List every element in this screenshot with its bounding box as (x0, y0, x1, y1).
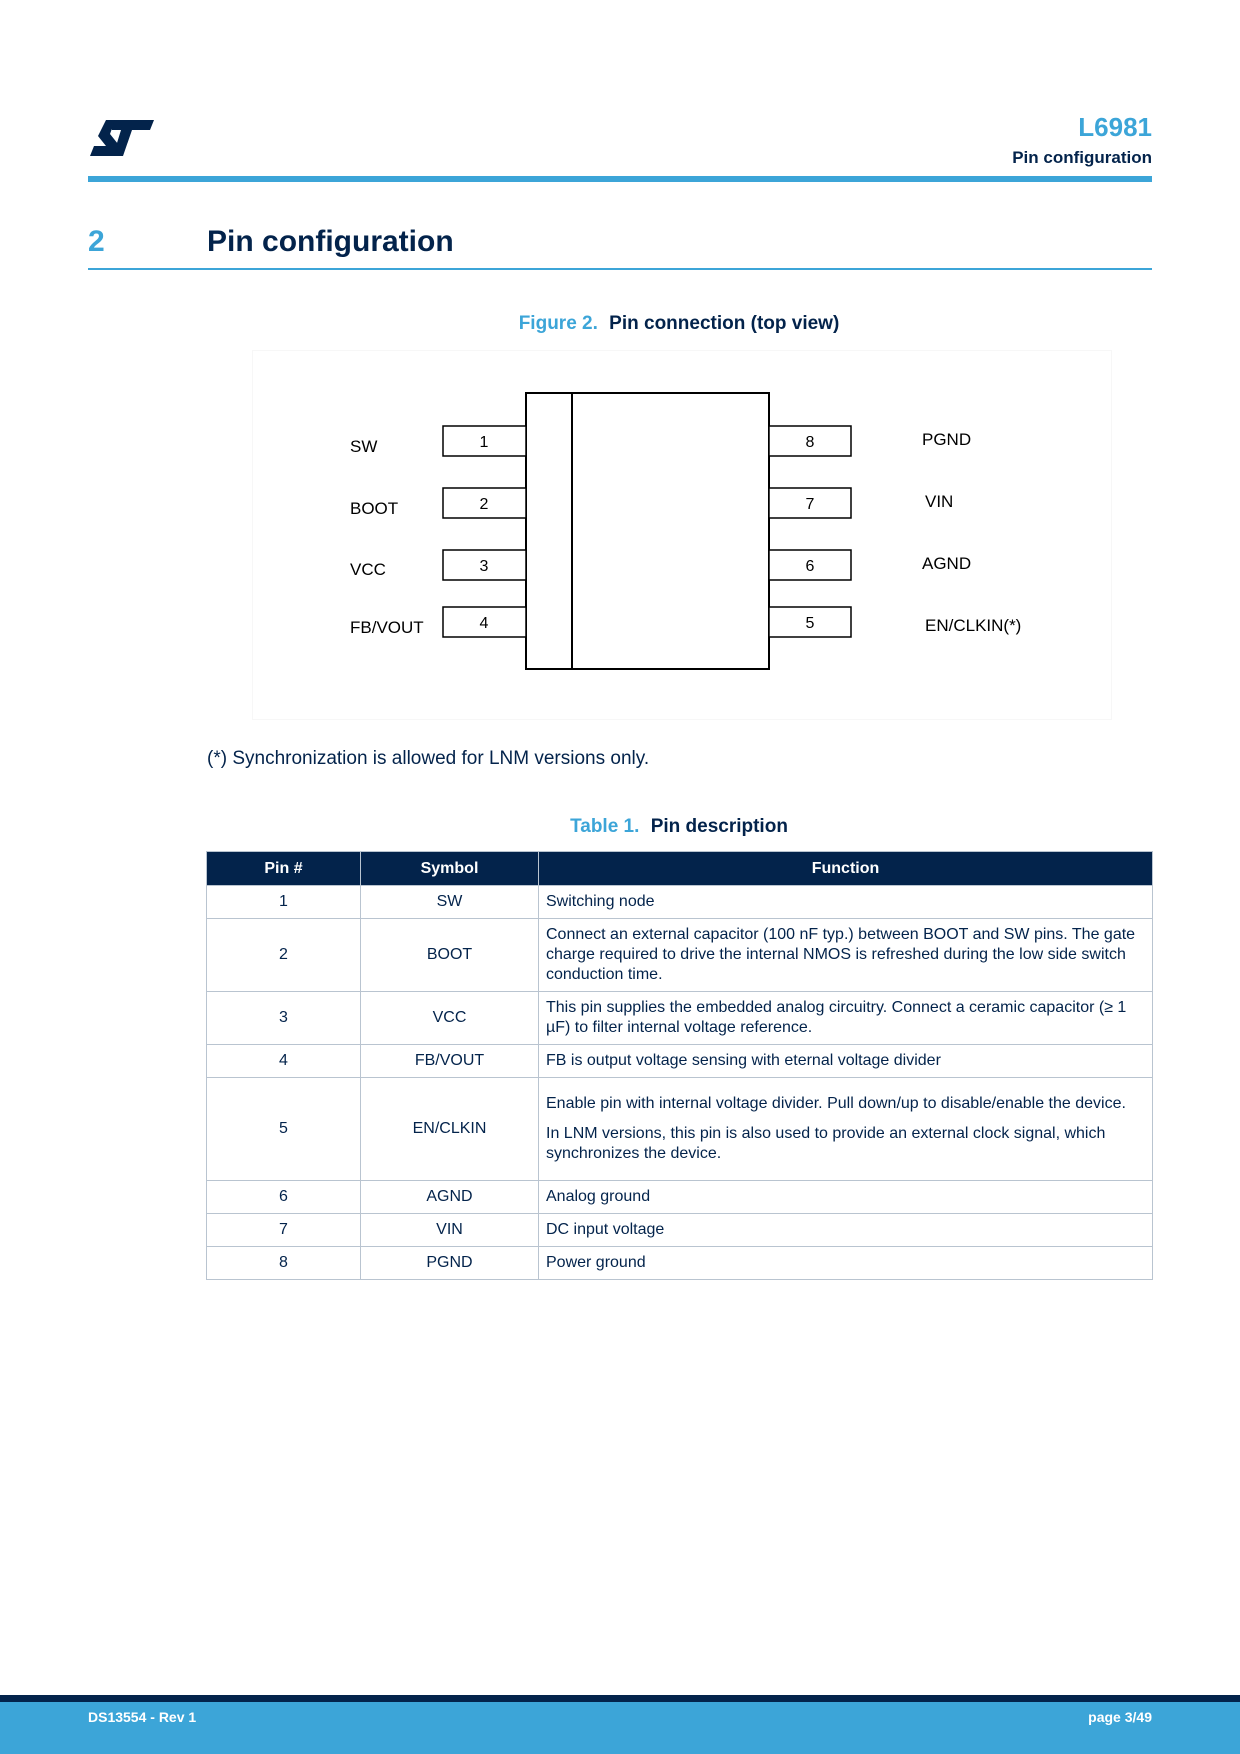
pin-number-6: 6 (805, 558, 815, 575)
cell-pin: 4 (207, 1045, 361, 1078)
pin-number-7: 7 (805, 496, 815, 513)
cell-pin: 2 (207, 919, 361, 992)
header-right (1012, 112, 1152, 168)
table-row (207, 919, 1153, 992)
table-label: Table 1. (570, 816, 640, 837)
pin-description-table (206, 851, 1153, 1280)
pin-label-fb-vout: FB/VOUT (350, 618, 424, 637)
footer-page-number: page 3/49 (1088, 1709, 1152, 1725)
pin-label-pgnd: PGND (922, 430, 972, 449)
header-product: L6981 (1078, 112, 1152, 142)
table-row (207, 1078, 1153, 1181)
table-row (207, 1214, 1153, 1247)
cell-pin: 6 (207, 1181, 361, 1214)
pin-diagram (252, 350, 1112, 720)
cell-function (539, 919, 1153, 992)
cell-pin: 7 (207, 1214, 361, 1247)
cell-symbol: FB/VOUT (361, 1045, 539, 1078)
section-rule (88, 268, 1152, 270)
pin-number-8: 8 (805, 434, 815, 451)
function-text: FB is output voltage sensing with eternal voltage divider (546, 1052, 941, 1069)
header-rule (88, 176, 1152, 182)
function-text: Power ground (546, 1254, 646, 1271)
cell-symbol: PGND (361, 1247, 539, 1280)
cell-function (539, 1045, 1153, 1078)
cell-function (539, 1078, 1153, 1181)
cell-pin: 1 (207, 886, 361, 919)
function-text: DC input voltage (546, 1221, 665, 1238)
cell-symbol: BOOT (361, 919, 539, 992)
pin-label-vcc: VCC (350, 560, 386, 579)
pin-number-2: 2 (479, 496, 489, 513)
table-header-row (207, 852, 1153, 886)
pin-number-4: 4 (479, 615, 489, 632)
sync-note: (*) Synchronization is allowed for LNM versions only. (207, 748, 650, 769)
table-row (207, 1045, 1153, 1078)
function-text: Connect an external capacitor (100 nF typ.) between BOOT and SW pins. The gate charge required to drive the internal NMOS is refreshed during the low side switch conduction time. (546, 926, 1136, 983)
pin-number-3: 3 (479, 558, 489, 575)
table-caption (206, 816, 1152, 838)
function-text: Switching node (546, 893, 655, 910)
table-row (207, 886, 1153, 919)
cell-symbol: AGND (361, 1181, 539, 1214)
cell-function (539, 992, 1153, 1045)
cell-function (539, 886, 1153, 919)
package-body (526, 393, 769, 669)
cell-function (539, 1247, 1153, 1280)
figure-caption (0, 313, 1240, 335)
header-section: Pin configuration (1012, 148, 1152, 167)
cell-function (539, 1181, 1153, 1214)
cell-pin: 8 (207, 1247, 361, 1280)
cell-symbol: VCC (361, 992, 539, 1045)
function-text: This pin supplies the embedded analog circuitry. Connect a ceramic capacitor (≥ 1 µF) to filter internal voltage reference. (546, 999, 1127, 1036)
header-symbol: Symbol (361, 852, 539, 886)
cell-pin: 3 (207, 992, 361, 1045)
figure-title: Pin connection (top view) (609, 313, 840, 334)
function-text: Enable pin with internal voltage divider. Pull down/up to disable/enable the device. (546, 1095, 1126, 1112)
pin-number-1: 1 (479, 434, 489, 451)
table-title: Pin description (650, 816, 788, 837)
cell-pin: 5 (207, 1078, 361, 1181)
figure-label: Figure 2. (518, 313, 598, 334)
section-title: Pin configuration (207, 225, 454, 258)
table-row (207, 992, 1153, 1045)
table-row (207, 1247, 1153, 1280)
footer-doc-id: DS13554 - Rev 1 (88, 1709, 197, 1725)
pin-label-agnd: AGND (922, 554, 972, 573)
cell-symbol: EN/CLKIN (361, 1078, 539, 1181)
header-function: Function (539, 852, 1153, 886)
cell-symbol: VIN (361, 1214, 539, 1247)
pin-label-en-clkin: EN/CLKIN(*) (925, 616, 1022, 635)
cell-function (539, 1214, 1153, 1247)
pin-label-sw: SW (350, 437, 378, 456)
footer (0, 1702, 1240, 1754)
pin-label-boot: BOOT (350, 499, 399, 518)
function-text: Analog ground (546, 1188, 651, 1205)
header-pin: Pin # (207, 852, 361, 886)
footer-band (0, 1695, 1240, 1702)
pin-label-vin: VIN (925, 492, 954, 511)
section-number: 2 (88, 225, 105, 258)
st-logo-icon (88, 118, 156, 158)
table-row (207, 1181, 1153, 1214)
pin-number-5: 5 (805, 615, 815, 632)
cell-symbol: SW (361, 886, 539, 919)
function-text: In LNM versions, this pin is also used to provide an external clock signal, which synchronizes the device. (546, 1125, 1106, 1162)
